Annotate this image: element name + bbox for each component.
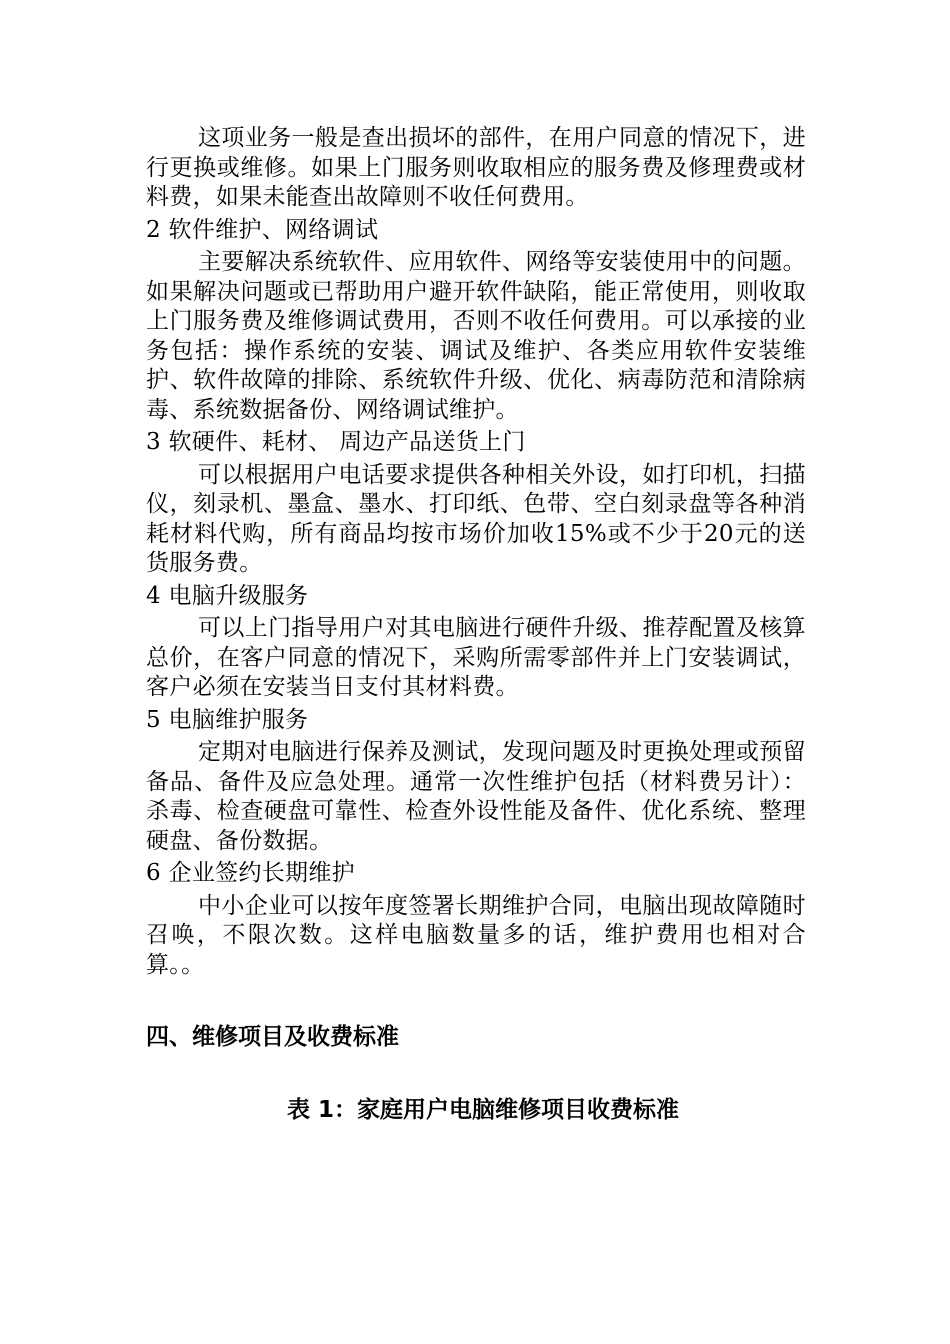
table-title: 表 1：家庭用户电脑维修项目收费标准 bbox=[287, 1097, 680, 1123]
paragraph-enterprise-contract: 中小企业可以按年度签署长期维护合同，电脑出现故障随时召唤，不限次数。这样电脑数量多的话，维护费用也相对合算。。 bbox=[146, 892, 806, 978]
paragraph-software-network: 主要解决系统软件、应用软件、网络等安装使用中的问题。如果解决问题或已帮助用户避开软件缺陷，能正常使用，则收取上门服务费及维修调试费用，否则不收任何费用。可以承接的业务包括：操作系统的安装、调试及维护、各类应用软件安装维护、软件故障的排除、系统软件升级、优化、病毒防范和清除病毒、系统数据备份、网络调试维护。 bbox=[146, 249, 806, 423]
heading-software-network: 2 软件维护、网络调试 bbox=[146, 216, 379, 243]
paragraph-hardware-repair: 这项业务一般是查出损坏的部件，在用户同意的情况下，进行更换或维修。如果上门服务则收取相应的服务费及修理费或材料费，如果未能查出故障则不收任何费用。 bbox=[146, 125, 806, 210]
paragraph-upgrade: 可以上门指导用户对其电脑进行硬件升级、推荐配置及核算总价，在客户同意的情况下，采购所需零部件并上门安装调试，客户必须在安装当日支付其材料费。 bbox=[146, 615, 806, 700]
paragraph-maintenance: 定期对电脑进行保养及测试，发现问题及时更换处理或预留备品、备件及应急处理。通常一次性维护包括（材料费另计）：杀毒、检查硬盘可靠性、检查外设性能及备件、优化系统、整理硬盘、备份数据。 bbox=[146, 739, 806, 854]
paragraph-delivery: 可以根据用户电话要求提供各种相关外设，如打印机，扫描仪，刻录机、墨盒、墨水、打印纸、色带、空白刻录盘等各种消耗材料代购，所有商品均按市场价加收15%或不少于20元的送货服务费。 bbox=[146, 461, 806, 576]
heading-delivery: 3 软硬件、耗材、 周边产品送货上门 bbox=[146, 429, 526, 455]
section-title: 四、维修项目及收费标准 bbox=[146, 1024, 399, 1050]
heading-upgrade: 4 电脑升级服务 bbox=[146, 582, 309, 609]
heading-enterprise-contract: 6 企业签约长期维护 bbox=[146, 860, 355, 886]
document-page bbox=[146, 124, 806, 1125]
heading-maintenance: 5 电脑维护服务 bbox=[146, 706, 309, 733]
